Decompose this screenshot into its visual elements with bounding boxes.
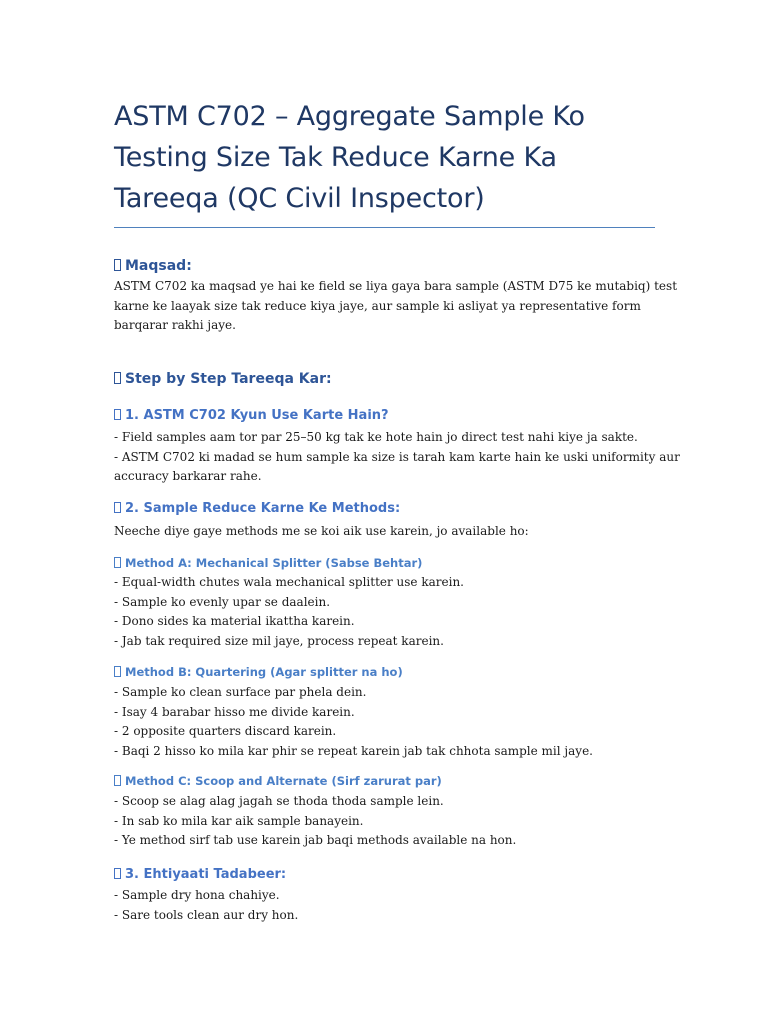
missing-glyph-icon	[114, 666, 121, 677]
method-a-list	[114, 573, 659, 651]
section-3-heading	[114, 866, 286, 883]
missing-glyph-icon	[114, 502, 121, 513]
method-b-list	[114, 683, 659, 761]
list-item: - Sample ko evenly upar se daalein.	[114, 594, 331, 609]
section-1-heading	[114, 407, 389, 424]
document-title	[114, 96, 656, 219]
method-c-heading	[114, 774, 442, 789]
title-line: ASTM C702 – Aggregate Sample Ko	[114, 101, 585, 132]
list-item: - Sample ko clean surface par phela dein.	[114, 685, 367, 699]
section-3-heading-text: 3. Ehtiyaati Tadabeer:	[125, 867, 287, 882]
title-line: Testing Size Tak Reduce Karne Ka	[114, 142, 557, 173]
paragraph-line: - ASTM C702 ki madad se hum sample ka size is tarah kam karte hain ke uski uniformity aur	[114, 449, 680, 464]
list-item: - Ye method sirf tab use karein jab baqi methods available na hon.	[114, 833, 517, 847]
document-page	[114, 0, 680, 922]
list-item: - Dono sides ka material ikattha karein.	[114, 614, 355, 628]
method-c-heading-text: Method C: Scoop and Alternate (Sirf zarurat par)	[125, 774, 442, 788]
missing-glyph-icon	[114, 372, 121, 384]
section-2-heading-text: 2. Sample Reduce Karne Ke Methods:	[125, 501, 401, 516]
missing-glyph-icon	[114, 409, 121, 420]
section-1-paragraph	[114, 428, 680, 487]
list-item: - Scoop se alag alag jagah se thoda thoda sample lein.	[114, 794, 444, 808]
list-item: - Equal-width chutes wala mechanical splitter use karein.	[114, 575, 464, 589]
paragraph-line: accuracy barkarar rahe.	[114, 469, 262, 483]
list-item: - Isay 4 barabar hisso me divide karein.	[114, 704, 355, 719]
maqsad-heading	[114, 257, 192, 275]
paragraph-line: karne ke laayak size tak reduce kiya jaye, aur sample ki asliyat ya representative form	[114, 298, 641, 313]
list-item: - In sab ko mila kar aik sample banayein.	[114, 813, 364, 828]
list-item: - Sample dry hona chahiye.	[114, 888, 280, 902]
missing-glyph-icon	[114, 868, 121, 879]
steps-heading-text: Step by Step Tareeqa Kar:	[125, 371, 332, 387]
section-1-heading-text: 1. ASTM C702 Kyun Use Karte Hain?	[125, 408, 389, 423]
list-item: - 2 opposite quarters discard karein.	[114, 724, 337, 738]
method-b-heading	[114, 665, 403, 680]
paragraph-line: ASTM C702 ka maqsad ye hai ke field se liya gaya bara sample (ASTM D75 ke mutabiq) test	[114, 279, 678, 293]
method-a-heading-text: Method A: Mechanical Splitter (Sabse Behtar)	[125, 556, 423, 570]
missing-glyph-icon	[114, 557, 121, 568]
method-b-heading-text: Method B: Quartering (Agar splitter na ho)	[125, 665, 403, 679]
maqsad-paragraph	[114, 277, 678, 336]
section-2-heading	[114, 500, 400, 517]
list-item: - Sare tools clean aur dry hon.	[114, 907, 299, 922]
title-line: Tareeqa (QC Civil Inspector)	[114, 183, 485, 214]
section-2-paragraph	[114, 522, 659, 542]
paragraph-line: barqarar rakhi jaye.	[114, 318, 236, 332]
list-item: - Jab tak required size mil jaye, process repeat karein.	[114, 633, 444, 648]
missing-glyph-icon	[114, 259, 121, 271]
maqsad-heading-text: Maqsad:	[125, 258, 192, 274]
paragraph-line: - Field samples aam tor par 25–50 kg tak ke hote hain jo direct test nahi kiye ja sakte.	[114, 430, 638, 444]
title-divider	[114, 227, 655, 228]
method-c-list	[114, 792, 659, 851]
method-a-heading	[114, 556, 422, 571]
section-3-list	[114, 886, 659, 925]
paragraph-line: Neeche diye gaye methods me se koi aik use karein, jo available ho:	[114, 524, 529, 538]
steps-heading	[114, 370, 332, 388]
missing-glyph-icon	[114, 775, 121, 786]
list-item: - Baqi 2 hisso ko mila kar phir se repeat karein jab tak chhota sample mil jaye.	[114, 743, 593, 758]
